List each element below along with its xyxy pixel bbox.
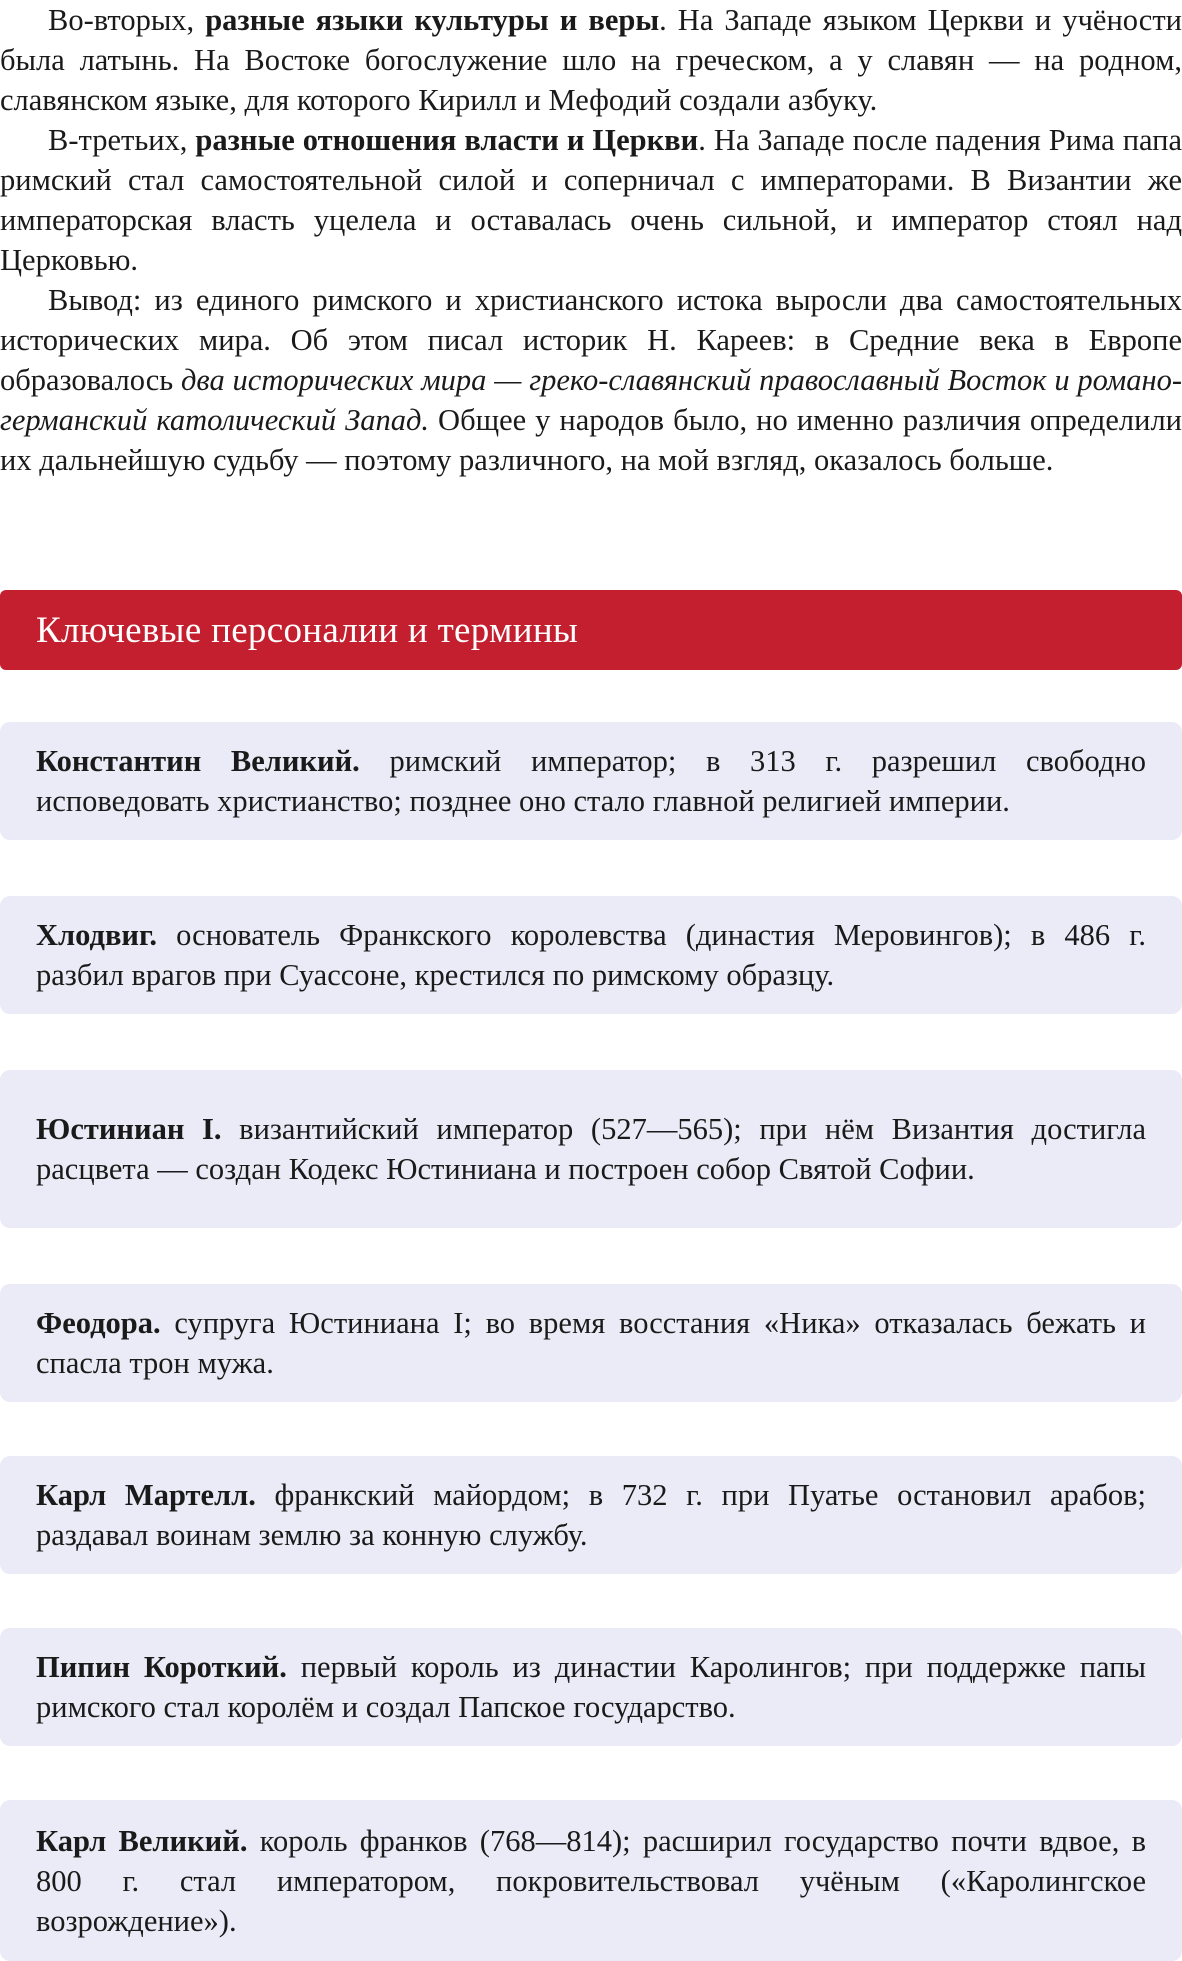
term-text bbox=[36, 741, 1146, 821]
term-card-konstantin bbox=[0, 722, 1182, 840]
term-name: Юстиниан I. bbox=[36, 1112, 222, 1146]
intro-text bbox=[0, 0, 1182, 480]
term-card-pipin bbox=[0, 1628, 1182, 1746]
term-card-karl-velikiy bbox=[0, 1800, 1182, 1961]
term-name: Хлодвиг. bbox=[36, 918, 158, 952]
term-text bbox=[36, 1475, 1146, 1555]
paragraph-power-church bbox=[0, 120, 1182, 280]
paragraph-rest: . На Западе после падения Рима папа римский стал самостоятельной силой и соперничал с императорами. В Византии же императорская власть уцелела и оставалась очень сильной, и император стоял над Церковью. bbox=[0, 123, 1182, 277]
paragraph-italic-quote: два исторических мира — греко-славянский православный Восток и романо-германский католический Запад. bbox=[0, 363, 1182, 437]
paragraph-lead: В-третьих, bbox=[48, 123, 196, 157]
term-definition: византийский император (527—565); при нём Византия достигла расцвета — создан Кодекс Юстиниана и построен собор Святой Софии. bbox=[36, 1112, 1146, 1186]
paragraph-conclusion bbox=[0, 280, 1182, 480]
term-name: Карл Мартелл. bbox=[36, 1478, 256, 1512]
section-header bbox=[0, 590, 1182, 670]
term-name: Феодора. bbox=[36, 1306, 161, 1340]
term-name: Карл Великий. bbox=[36, 1823, 248, 1858]
term-name: Пипин Короткий. bbox=[36, 1650, 287, 1684]
term-text bbox=[36, 1647, 1146, 1727]
term-card-hlodvig bbox=[0, 896, 1182, 1014]
section-title: Ключевые персоналии и термины bbox=[36, 609, 579, 651]
term-card-theodora bbox=[0, 1284, 1182, 1402]
paragraph-rest: . На Западе языком Церкви и учёности была латынь. На Востоке богослужение шло на греческом, а у славян — на родном, славянском языке, для которого Кирилл и Мефодий создали азбуку. bbox=[0, 3, 1182, 117]
term-definition: король франков (768—814); расширил государство почти вдвое, в 800 г. стал императором, покровительствовал учёным («Каролингское возрождение»). bbox=[36, 1823, 1146, 1938]
term-name: Константин Великий. bbox=[36, 744, 360, 778]
paragraph-lead: Вывод: из единого римского и христианского истока выросли два самостоятельных исторических мира. Об этом писал историк Н. Кареев: в Средние века в Европе образовалось bbox=[0, 283, 1182, 397]
term-definition: супруга Юстиниана I; во время восстания «Ника» отказалась бежать и спасла трон мужа. bbox=[36, 1306, 1146, 1380]
term-card-karl-martell bbox=[0, 1456, 1182, 1574]
paragraph-lead: Во-вторых, bbox=[48, 3, 206, 37]
term-text bbox=[36, 915, 1146, 995]
term-definition: первый король из династии Каролингов; при поддержке папы римского стал королём и создал Папское государство. bbox=[36, 1650, 1146, 1724]
paragraph-rest: Общее у народов было, но именно различия определили их дальнейшую судьбу — поэтому различного, на мой взгляд, оказалось больше. bbox=[0, 403, 1182, 477]
term-text bbox=[36, 1109, 1146, 1189]
paragraph-bold: разные отношения власти и Церкви bbox=[195, 123, 699, 157]
term-text bbox=[36, 1303, 1146, 1383]
term-definition: римский император; в 313 г. разрешил свободно исповедовать христианство; позднее оно стало главной религией империи. bbox=[36, 744, 1146, 818]
term-text bbox=[36, 1821, 1146, 1941]
term-definition: франкский майордом; в 732 г. при Пуатье остановил арабов; раздавал воинам землю за конную службу. bbox=[36, 1478, 1146, 1552]
term-definition: основатель Франкского королевства (династия Меровингов); в 486 г. разбил врагов при Суассоне, крестился по римскому образцу. bbox=[36, 918, 1146, 992]
paragraph-languages bbox=[0, 0, 1182, 120]
paragraph-bold: разные языки культуры и веры bbox=[205, 3, 660, 37]
term-card-justinian bbox=[0, 1070, 1182, 1228]
